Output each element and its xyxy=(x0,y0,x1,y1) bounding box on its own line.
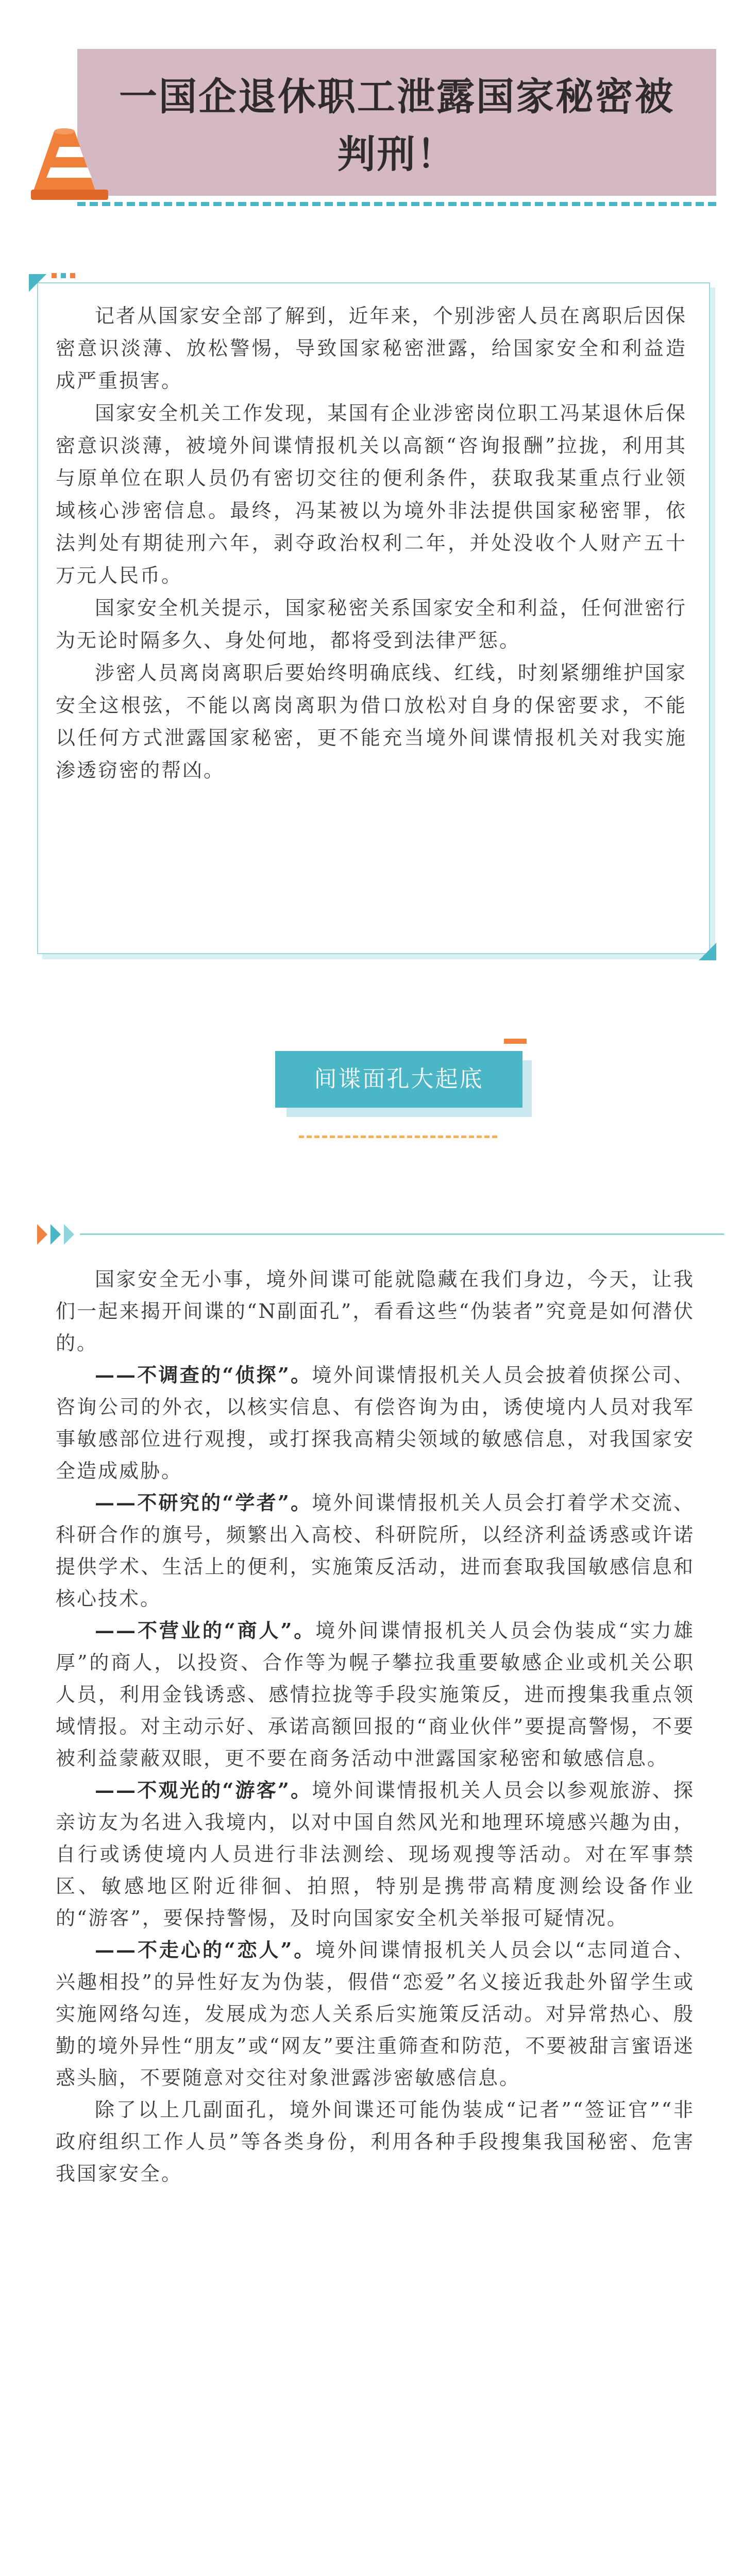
section-header-accent xyxy=(504,1039,527,1044)
main-body xyxy=(56,1263,695,2190)
face-text: 境外间谍情报机关人员会打着学术交流、科研合作的旗号，频繁出入高校、科研院所，以经济利益诱惑或许诺提供学术、生活上的便利，实施策反活动，进而套取我国敏感信息和核心技术。 xyxy=(56,1492,695,1610)
traffic-cone-icon xyxy=(31,118,119,206)
face-paragraph xyxy=(56,1359,695,1487)
face-text: 境外间谍情报机关人员会披着侦探公司、咨询公司的外衣，以核实信息、有偿咨询为由，诱使境内人员对我军事敏感部位进行观搜，或打探我高精尖领域的敏感信息，对我国家安全造成威胁。 xyxy=(56,1364,695,1482)
page-title: 一国企退休职工泄露国家秘密被判刑！ xyxy=(119,75,674,177)
face-paragraph xyxy=(56,1487,695,1615)
closing-paragraph: 除了以上几副面孔，境外间谍还可能伪装成“记者”“签证官”“非政府组织工作人员”等各类身份，利用各种手段搜集我国秘密、危害我国家安全。 xyxy=(56,2098,695,2185)
intro-body xyxy=(56,300,687,787)
face-paragraph xyxy=(56,1934,695,2094)
face-text: 境外间谍情报机关人员会以参观旅游、探亲访友为名进入我境内，以对中国自然风光和地理环境感兴趣为由，自行或诱使境内人员进行非法测绘、现场观搜等活动。对在军事禁区、敏感地区附近徘徊、拍照，特别是携带高精度测绘设备作业的“游客”，要保持警惕，及时向国家安全机关举报可疑情况。 xyxy=(56,1779,695,1929)
card-dash-decoration xyxy=(52,273,76,278)
section-dashed-underline xyxy=(299,1136,497,1138)
arrow-right-icon xyxy=(64,1224,74,1245)
face-heading: ——不营业的“商人”。 xyxy=(95,1619,316,1642)
card-corner-decoration xyxy=(29,274,46,292)
card-corner-decoration xyxy=(699,943,716,960)
intro-paragraph: 记者从国家安全部了解到，近年来，个别涉密人员在离职后因保密意识淡薄、放松警惕，导致国家秘密泄露，给国家安全和利益造成严重损害。 xyxy=(56,304,687,392)
face-paragraph xyxy=(56,1615,695,1774)
face-heading: ——不走心的“恋人”。 xyxy=(95,1938,316,1961)
face-text: 境外间谍情报机关人员会以“志同道合、兴趣相投”的异性好友为伪装，假借“恋爱”名义接近我赴外留学生或实施网络勾连，发展成为恋人关系后实施策反活动。对异常热心、殷勤的境外异性“朋友”或“网友”要注重筛查和防范，不要被甜言蜜语迷惑头脑，不要随意对交往对象泄露涉密敏感信息。 xyxy=(56,1939,695,2089)
face-paragraph xyxy=(56,1774,695,1934)
face-heading: ——不调查的“侦探”。 xyxy=(95,1363,312,1386)
arrow-right-icon xyxy=(50,1224,61,1245)
divider-line xyxy=(80,1233,724,1235)
opening-paragraph: 国家安全无小事，境外间谍可能就隐藏在我们身边，今天，让我们一起来揭开间谍的“N副面孔”，看看这些“伪装者”究竟是如何潜伏的。 xyxy=(56,1268,695,1354)
intro-paragraph: 国家安全机关提示，国家秘密关系国家安全和利益，任何泄密行为无论时隔多久、身处何地，都将受到法律严惩。 xyxy=(56,597,687,652)
title-dashed-underline xyxy=(77,202,716,206)
face-heading: ——不研究的“学者”。 xyxy=(95,1491,312,1514)
face-text: 境外间谍情报机关人员会伪装成“实力雄厚”的商人，以投资、合作等为幌子攀拉我重要敏感企业或机关公职人员，利用金钱诱惑、感情拉拢等手段实施策反，进而搜集我重点领域情报。对主动示好、承诺高额回报的“商业伙伴”要提高警惕，不要被利益蒙蔽双眼，更不要在商务活动中泄露国家秘密和敏感信息。 xyxy=(56,1619,695,1770)
face-heading: ——不观光的“游客”。 xyxy=(95,1778,312,1802)
intro-paragraph: 国家安全机关工作发现，某国有企业涉密岗位职工冯某退休后保密意识淡薄，被境外间谍情报机关以高额“咨询报酬”拉拢，利用其与原单位在职人员仍有密切交往的便利条件，获取我某重点行业领域核心涉密信息。最终，冯某被以为境外非法提供国家秘密罪，依法判处有期徒刑六年，剥夺政治权利二年，并处没收个人财产五十万元人民币。 xyxy=(56,402,687,587)
intro-paragraph: 涉密人员离岗离职后要始终明确底线、红线，时刻紧绷维护国家安全这根弦，不能以离岗离职为借口放松对自身的保密要求，不能以任何方式泄露国家秘密，更不能充当境外间谍情报机关对我实施渗透窃密的帮凶。 xyxy=(56,662,687,782)
arrow-right-icon xyxy=(37,1224,47,1245)
section-header: 间谍面孔大起底 xyxy=(275,1051,522,1108)
